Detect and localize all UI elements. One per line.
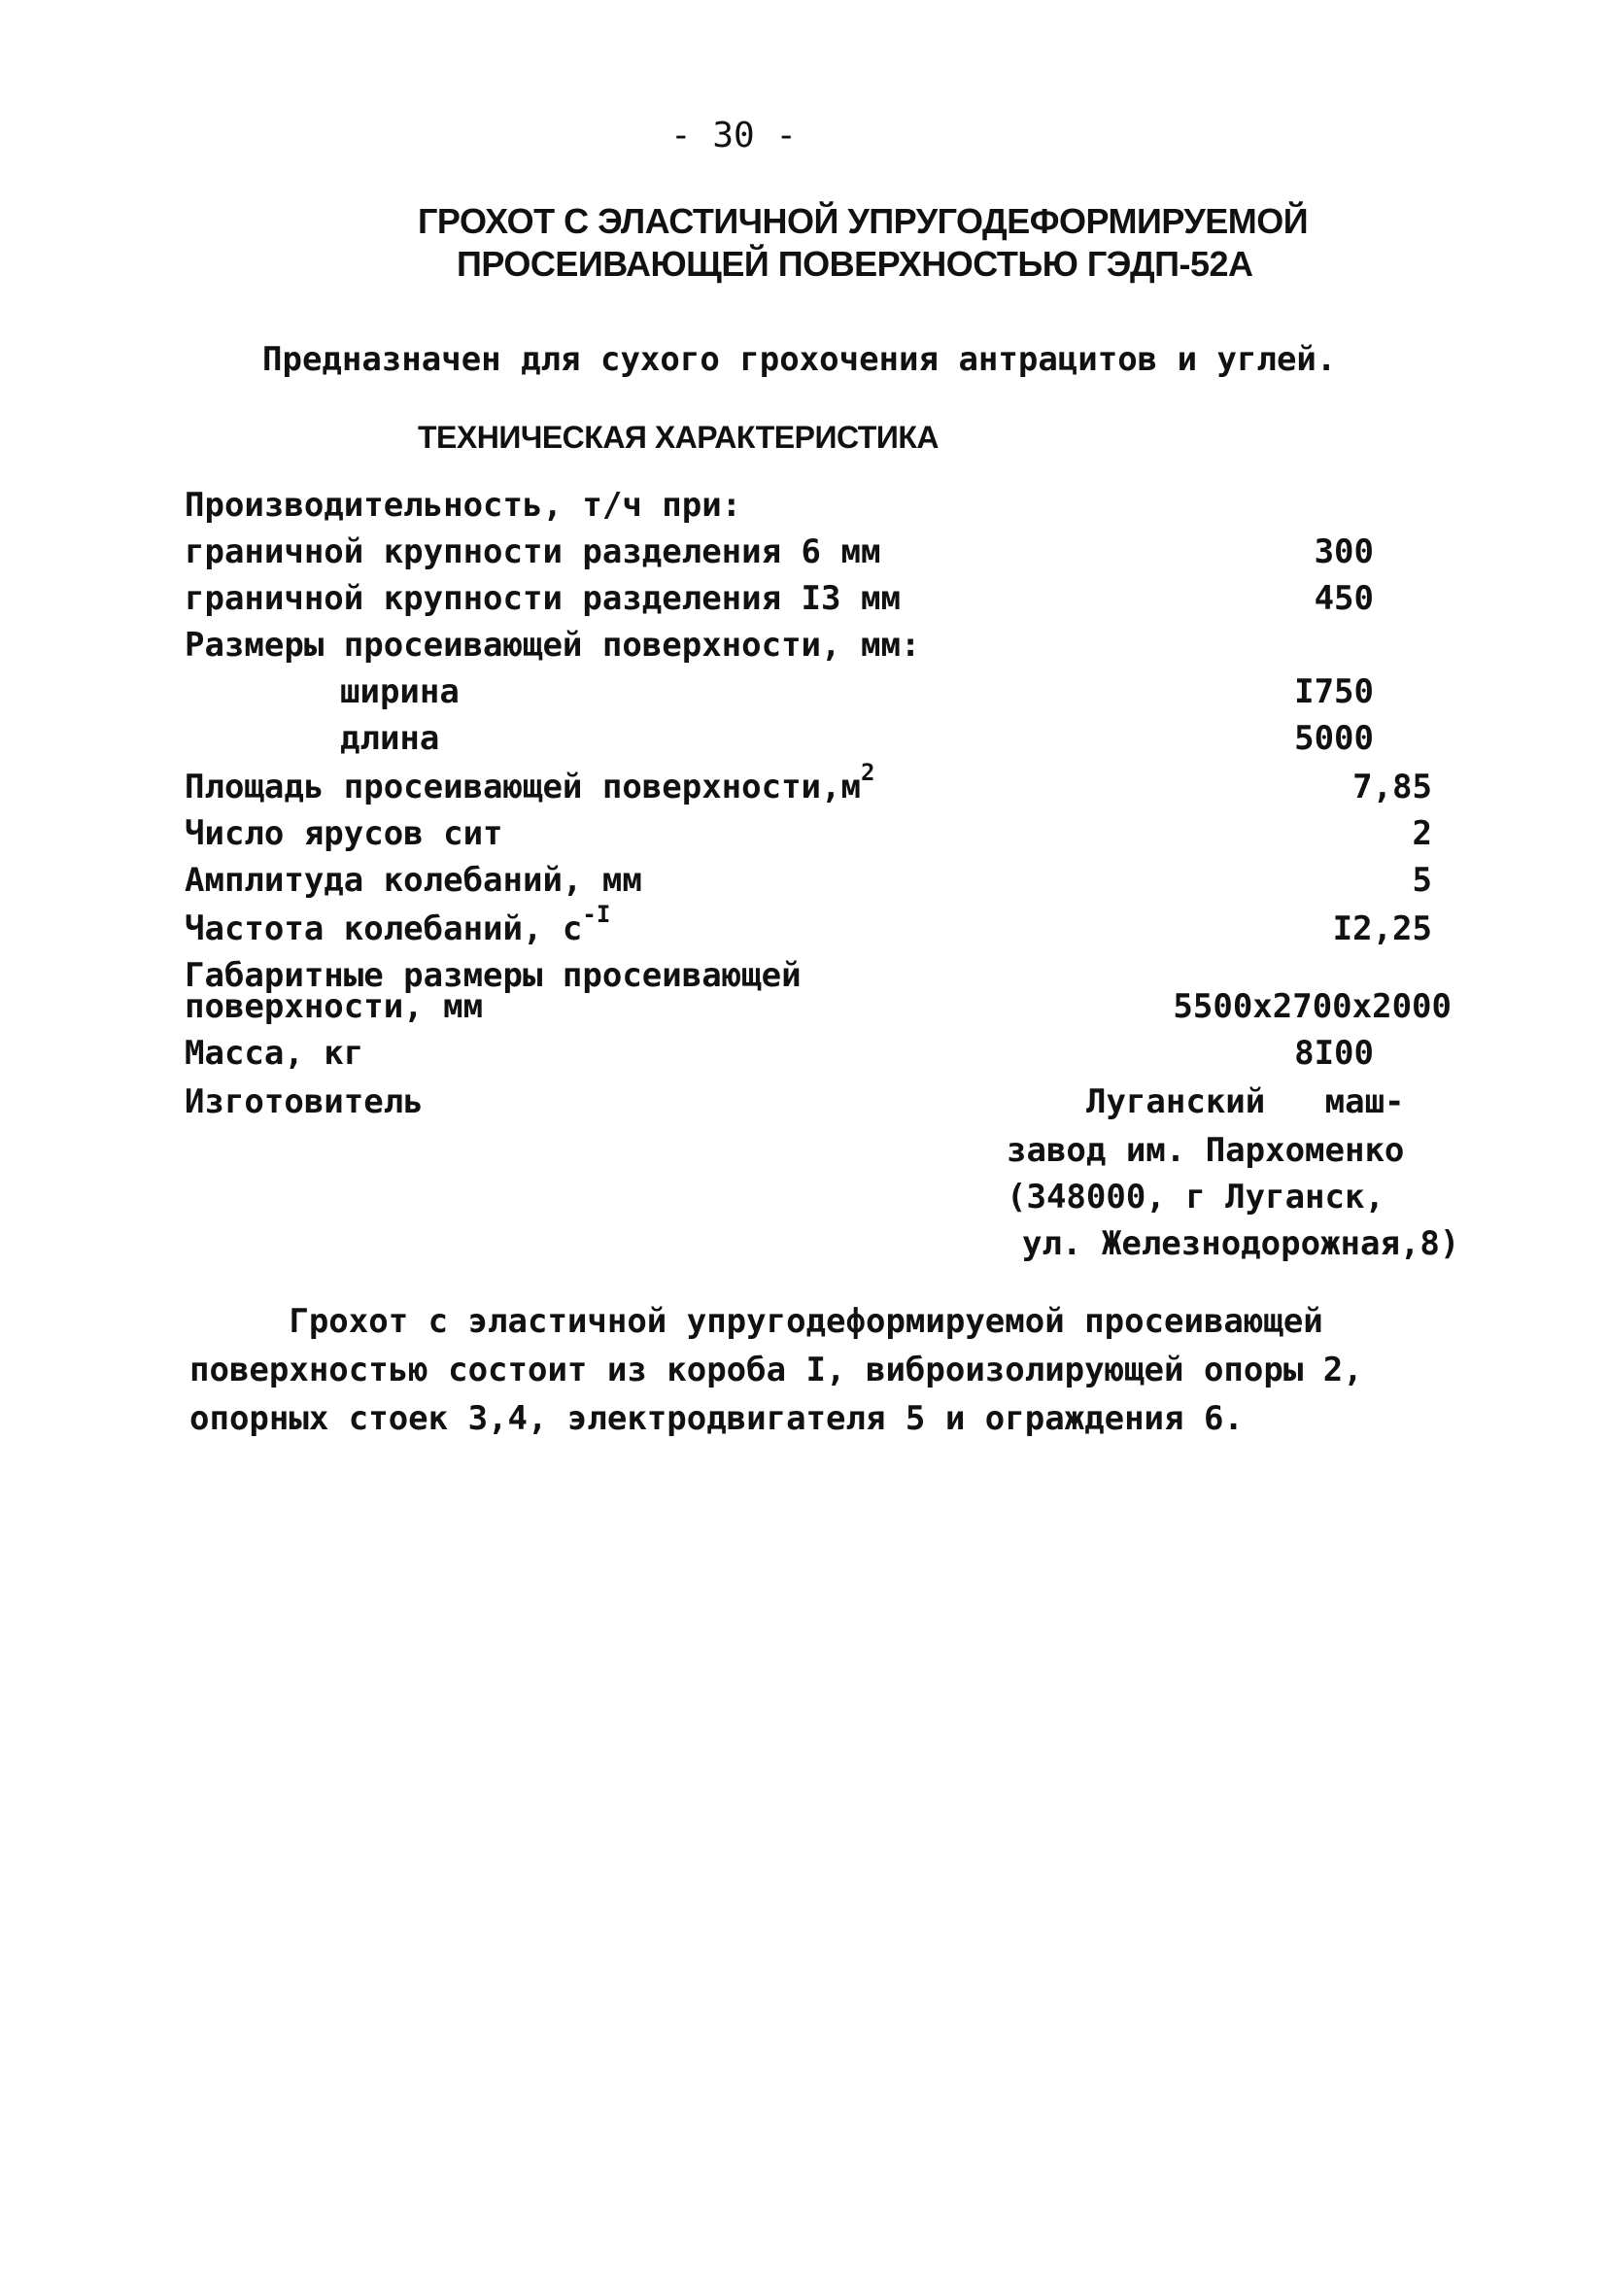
spec-maker-line-3: (348000, г Луганск, — [1007, 1178, 1385, 1217]
spec-mass-label: Масса, кг — [185, 1034, 364, 1073]
spec-productivity-label: Производительность, т/ч при: — [185, 486, 742, 525]
spec-frequency-value: I2,25 — [1332, 909, 1432, 948]
spec-tiers-value: 2 — [1412, 814, 1432, 853]
spec-area-label — [185, 758, 875, 806]
spec-frequency-label-text: Частота колебаний, с — [185, 909, 583, 948]
description-line-2: поверхностью состоит из короба I, виброизолирующей опоры 2, — [189, 1351, 1363, 1389]
spec-area-value: 7,85 — [1352, 768, 1432, 806]
spec-maker-line-1: Луганский маш- — [1086, 1082, 1405, 1121]
spec-area-label-text: Площадь просеивающей поверхности,м — [185, 768, 861, 806]
spec-width-label: ширина — [340, 672, 460, 711]
spec-frequency-unit-exponent: -I — [582, 900, 611, 928]
purpose-statement: Предназначен для сухого грохочения антрацитов и углей. — [262, 340, 1337, 379]
section-heading: ТЕХНИЧЕСКАЯ ХАРАКТЕРИСТИКА — [418, 420, 939, 455]
spec-maker-line-2: завод им. Пархоменко — [1007, 1131, 1405, 1170]
spec-amplitude-value: 5 — [1412, 861, 1432, 900]
spec-productivity-13-value: 450 — [1314, 579, 1374, 618]
spec-dims-value: 5500х2700х2000 — [1173, 987, 1452, 1026]
spec-productivity-13-label: граничной крупности разделения I3 мм — [185, 579, 901, 618]
spec-size-label: Размеры просеивающей поверхности, мм: — [185, 626, 921, 665]
spec-maker-label: Изготовитель — [185, 1082, 424, 1121]
spec-dims-label-line-1: Габаритные размеры просеивающей — [185, 956, 802, 995]
spec-amplitude-label: Амплитуда колебаний, мм — [185, 861, 642, 900]
spec-tiers-label: Число ярусов сит — [185, 814, 503, 853]
page-title-line-2: ПРОСЕИВАЮЩЕЙ ПОВЕРХНОСТЬЮ ГЭДП-52А — [457, 244, 1253, 284]
spec-mass-value: 8I00 — [1294, 1034, 1374, 1073]
page-number: - 30 - — [670, 116, 798, 155]
spec-area-unit-exponent: 2 — [860, 758, 875, 786]
spec-frequency-label — [185, 900, 611, 948]
spec-dims-label-line-2: поверхности, мм — [185, 987, 484, 1026]
spec-length-label: длина — [340, 719, 440, 758]
spec-length-value: 5000 — [1294, 719, 1374, 758]
spec-productivity-6-value: 300 — [1314, 532, 1374, 571]
spec-maker-line-4: ул. Железнодорожная,8) — [1022, 1224, 1460, 1263]
description-line-3: опорных стоек 3,4, электродвигателя 5 и ограждения 6. — [189, 1399, 1244, 1438]
spec-width-value: I750 — [1294, 672, 1374, 711]
spec-productivity-6-label: граничной крупности разделения 6 мм — [185, 532, 881, 571]
description-line-1: Грохот с эластичной упругодеформируемой просеивающей — [189, 1302, 1323, 1341]
page-title-line-1: ГРОХОТ С ЭЛАСТИЧНОЙ УПРУГОДЕФОРМИРУЕМОЙ — [418, 201, 1309, 241]
